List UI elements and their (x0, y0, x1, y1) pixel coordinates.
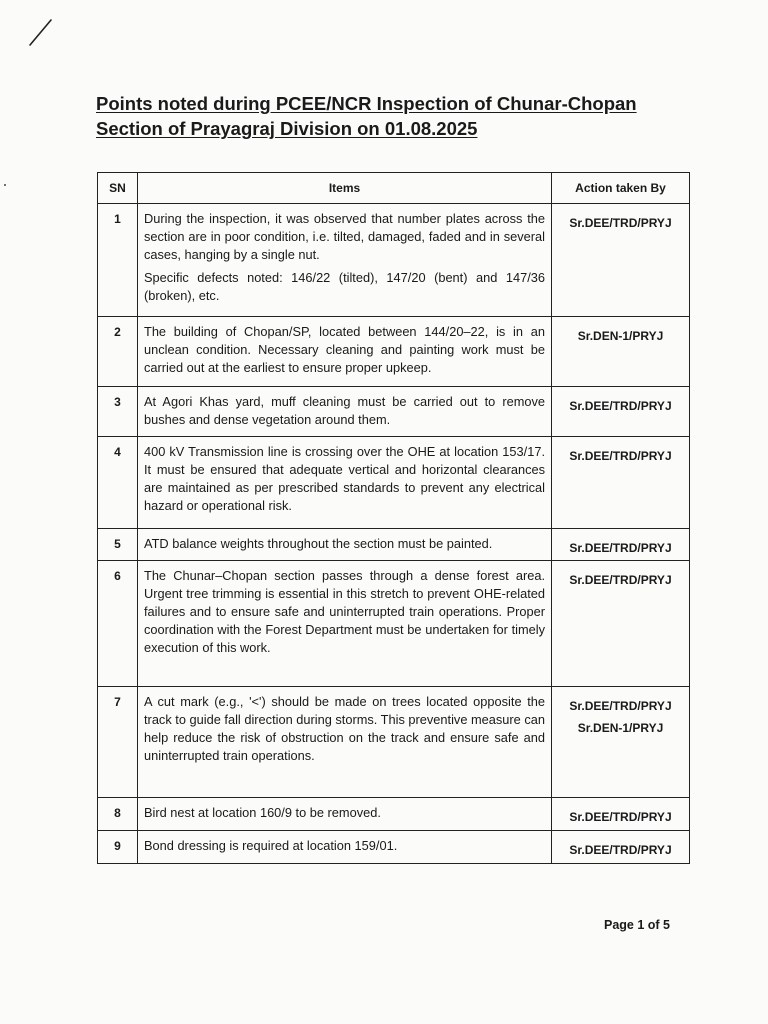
action-owner: Sr.DEE/TRD/PRYJ (569, 449, 672, 463)
row-sn: 8 (98, 798, 138, 831)
pen-slash-mark-icon (22, 12, 58, 52)
document-title (96, 91, 716, 141)
action-owner: Sr.DEE/TRD/PRYJ (569, 573, 672, 587)
row-action (552, 387, 690, 437)
row-item (138, 529, 552, 561)
action-owner: Sr.DEE/TRD/PRYJ (569, 541, 672, 555)
table-header-row (98, 173, 690, 204)
table-row (98, 437, 690, 529)
table-row (98, 387, 690, 437)
row-sn: 5 (98, 529, 138, 561)
row-sn: 2 (98, 317, 138, 387)
item-paragraph: A cut mark (e.g., '<') should be made on trees located opposite the track to guide fall direction during storms. This preventive measure can help reduce the risk of obstruction on the track and ensure safe and uninterrupted train operations. (144, 694, 545, 763)
row-item (138, 317, 552, 387)
row-action (552, 561, 690, 687)
row-item (138, 437, 552, 529)
action-owner: Sr.DEE/TRD/PRYJ (569, 216, 672, 230)
item-paragraph: Specific defects noted: 146/22 (tilted), 147/20 (bent) and 147/36 (broken), etc. (144, 270, 545, 303)
table-row (98, 204, 690, 317)
row-action (552, 798, 690, 831)
table-row (98, 798, 690, 831)
item-paragraph: The Chunar–Chopan section passes through a dense forest area. Urgent tree trimming is essential in this stretch to prevent OHE-related failures and to ensure safe and uninterrupted train operations. Proper coordination with the Forest Department must be undertaken for timely execution of this work. (144, 568, 545, 655)
action-owner: Sr.DEE/TRD/PRYJ (569, 699, 672, 713)
title-line-1: Points noted during PCEE/NCR Inspection of Chunar-Chopan (96, 93, 637, 114)
action-owner: Sr.DEE/TRD/PRYJ (569, 399, 672, 413)
row-action (552, 317, 690, 387)
table-row (98, 529, 690, 561)
title-line-2: Section of Prayagraj Division on 01.08.2025 (96, 118, 478, 139)
row-item (138, 831, 552, 864)
item-paragraph: During the inspection, it was observed that number plates across the section are in poor condition, i.e. tilted, damaged, faded and in several cases, hanging by a single nut. (144, 211, 545, 262)
item-paragraph: Bond dressing is required at location 159/01. (144, 838, 398, 853)
row-item (138, 687, 552, 798)
row-action (552, 831, 690, 864)
item-paragraph: Bird nest at location 160/9 to be removed. (144, 805, 381, 820)
table-row (98, 687, 690, 798)
inspection-points-table (97, 172, 690, 864)
header-action: Action taken By (552, 173, 690, 204)
row-action (552, 204, 690, 317)
table-row (98, 317, 690, 387)
row-item (138, 561, 552, 687)
action-owner: Sr.DEE/TRD/PRYJ (569, 843, 672, 857)
row-sn: 1 (98, 204, 138, 317)
row-item (138, 204, 552, 317)
item-paragraph: At Agori Khas yard, muff cleaning must be carried out to remove bushes and dense vegetation around them. (144, 394, 545, 427)
item-paragraph: 400 kV Transmission line is crossing over the OHE at location 153/17. It must be ensured that adequate vertical and horizontal clearances are maintained as per prescribed standards to prevent any electrical hazard or operational risk. (144, 444, 545, 513)
row-sn: 6 (98, 561, 138, 687)
row-item (138, 387, 552, 437)
item-paragraph: The building of Chopan/SP, located between 144/20–22, is in an unclean condition. Necessary cleaning and painting work must be carried out at the earliest to ensure proper upkeep. (144, 324, 545, 375)
row-action (552, 687, 690, 798)
table-row (98, 561, 690, 687)
row-item (138, 798, 552, 831)
action-owner: Sr.DEN-1/PRYJ (577, 721, 664, 735)
action-owner: Sr.DEE/TRD/PRYJ (569, 810, 672, 824)
scan-speck (4, 184, 6, 186)
table-row (98, 831, 690, 864)
row-sn: 7 (98, 687, 138, 798)
page-number: Page 1 of 5 (604, 918, 670, 932)
row-action (552, 437, 690, 529)
header-sn: SN (98, 173, 138, 204)
row-sn: 3 (98, 387, 138, 437)
action-owner: Sr.DEN-1/PRYJ (577, 329, 664, 343)
item-paragraph: ATD balance weights throughout the section must be painted. (144, 536, 493, 551)
row-sn: 9 (98, 831, 138, 864)
row-action (552, 529, 690, 561)
header-items: Items (138, 173, 552, 204)
row-sn: 4 (98, 437, 138, 529)
